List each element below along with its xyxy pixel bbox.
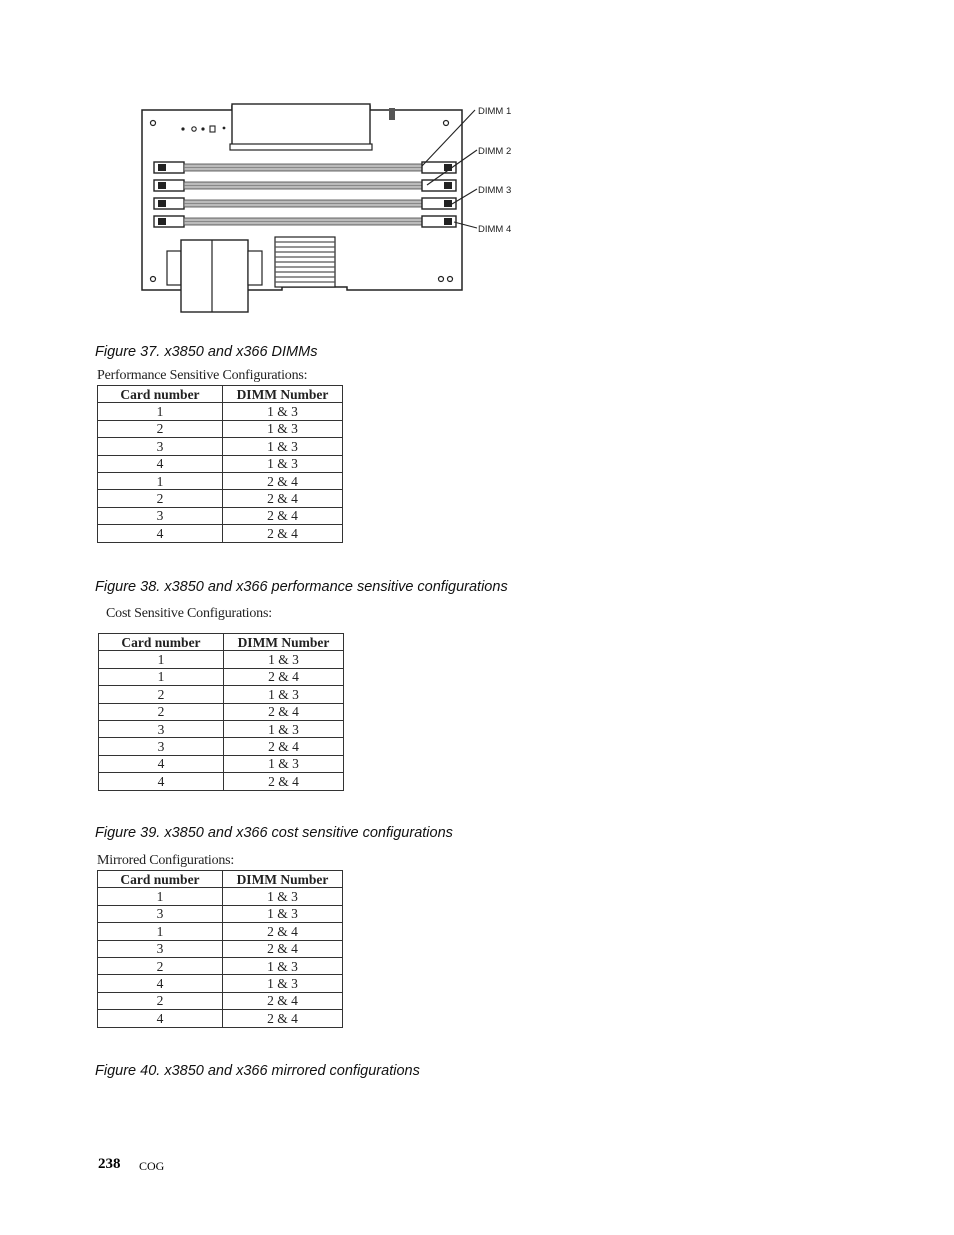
dimm-1-label: DIMM 1 — [478, 106, 512, 117]
dimm-number-cell: 2 & 4 — [223, 940, 343, 957]
dimm-number-cell: 2 & 4 — [224, 738, 344, 755]
dimm-number-cell: 2 & 4 — [223, 472, 343, 489]
dimm-number-cell: 2 & 4 — [224, 773, 344, 790]
figure-38-caption: Figure 38. x3850 and x366 performance sensitive configurations — [95, 579, 508, 595]
column-header: Card number — [98, 871, 223, 888]
cost-config-table — [98, 633, 344, 791]
card-number-cell: 4 — [99, 773, 224, 790]
table-row — [98, 490, 343, 507]
table-row — [98, 975, 343, 992]
table-row — [98, 507, 343, 524]
power-connector — [167, 240, 262, 312]
dimm-number-cell: 1 & 3 — [223, 438, 343, 455]
card-number-cell: 4 — [99, 755, 224, 772]
table-row — [98, 957, 343, 974]
table-row — [98, 905, 343, 922]
dimm-number-cell: 1 & 3 — [223, 420, 343, 437]
dimm-number-cell: 2 & 4 — [223, 507, 343, 524]
dimm-number-cell: 1 & 3 — [224, 686, 344, 703]
card-number-cell: 2 — [99, 703, 224, 720]
card-number-cell: 3 — [98, 507, 223, 524]
dimm-number-cell: 1 & 3 — [224, 651, 344, 668]
mirrored-table-title: Mirrored Configurations: — [97, 853, 235, 868]
card-number-cell: 2 — [98, 420, 223, 437]
dimm-number-cell: 1 & 3 — [223, 905, 343, 922]
card-number-cell: 1 — [98, 403, 223, 420]
card-number-cell: 3 — [99, 720, 224, 737]
card-number-cell: 3 — [99, 738, 224, 755]
figure-40-caption: Figure 40. x3850 and x366 mirrored configurations — [95, 1063, 420, 1079]
card-number-cell: 4 — [98, 1010, 223, 1027]
table-row — [98, 1010, 343, 1027]
card-number-cell: 1 — [99, 651, 224, 668]
column-header: DIMM Number — [223, 871, 343, 888]
dimm-number-cell: 1 & 3 — [223, 455, 343, 472]
table-row — [99, 738, 344, 755]
card-number-cell: 3 — [98, 438, 223, 455]
dimm-number-cell: 1 & 3 — [223, 888, 343, 905]
dimm-number-cell: 2 & 4 — [223, 490, 343, 507]
card-number-cell: 1 — [98, 888, 223, 905]
dimm-number-cell: 1 & 3 — [223, 957, 343, 974]
dimm-number-cell: 1 & 3 — [223, 975, 343, 992]
card-number-cell: 2 — [99, 686, 224, 703]
dimm-number-cell: 1 & 3 — [223, 403, 343, 420]
performance-config-table — [97, 385, 343, 543]
column-header: DIMM Number — [223, 386, 343, 403]
column-header: Card number — [99, 634, 224, 651]
table-row — [98, 472, 343, 489]
table-header-row — [98, 386, 343, 403]
card-number-cell: 2 — [98, 957, 223, 974]
page-number: 238 — [98, 1156, 121, 1172]
memory-card-diagram — [92, 92, 552, 320]
table-row — [98, 940, 343, 957]
dimm-number-cell: 2 & 4 — [224, 668, 344, 685]
card-number-cell: 4 — [98, 975, 223, 992]
table-row — [98, 455, 343, 472]
table-row — [98, 420, 343, 437]
dimm-number-cell: 2 & 4 — [223, 1010, 343, 1027]
dimm-callout-labels — [478, 106, 511, 235]
card-number-cell: 1 — [98, 472, 223, 489]
doc-label: COG — [139, 1159, 165, 1173]
table-row — [99, 755, 344, 772]
table-row — [99, 651, 344, 668]
dimm-number-cell: 2 & 4 — [224, 703, 344, 720]
table-row — [98, 403, 343, 420]
dimm-number-cell: 1 & 3 — [224, 755, 344, 772]
top-connector — [232, 104, 370, 148]
card-number-cell: 1 — [99, 668, 224, 685]
figure-39-caption: Figure 39. x3850 and x366 cost sensitive configurations — [95, 825, 453, 841]
card-number-cell: 1 — [98, 923, 223, 940]
table-row — [98, 888, 343, 905]
card-number-cell: 2 — [98, 992, 223, 1009]
table-row — [99, 703, 344, 720]
cost-table-title: Cost Sensitive Configurations: — [106, 606, 272, 621]
table-row — [99, 668, 344, 685]
small-component — [389, 108, 395, 120]
table-row — [98, 992, 343, 1009]
dimm-number-cell: 1 & 3 — [224, 720, 344, 737]
column-header: DIMM Number — [224, 634, 344, 651]
table-header-row — [99, 634, 344, 651]
dimm-number-cell: 2 & 4 — [223, 992, 343, 1009]
card-number-cell: 4 — [98, 455, 223, 472]
dimm-4-label: DIMM 4 — [478, 224, 512, 235]
card-number-cell: 2 — [98, 490, 223, 507]
dimm-2-label: DIMM 2 — [478, 146, 512, 157]
table-row — [99, 686, 344, 703]
card-number-cell: 3 — [98, 905, 223, 922]
column-header: Card number — [98, 386, 223, 403]
card-number-cell: 3 — [98, 940, 223, 957]
table-row — [98, 923, 343, 940]
table-row — [98, 525, 343, 542]
table-header-row — [98, 871, 343, 888]
mirrored-config-table — [97, 870, 343, 1028]
dimm-3-label: DIMM 3 — [478, 185, 512, 196]
heatsink — [275, 237, 335, 287]
card-number-cell: 4 — [98, 525, 223, 542]
table-row — [99, 773, 344, 790]
table-row — [99, 720, 344, 737]
dimm-number-cell: 2 & 4 — [223, 525, 343, 542]
table-row — [98, 438, 343, 455]
figure-37-caption: Figure 37. x3850 and x366 DIMMs — [95, 344, 318, 360]
dimm-number-cell: 2 & 4 — [223, 923, 343, 940]
performance-table-title: Performance Sensitive Configurations: — [97, 368, 308, 383]
